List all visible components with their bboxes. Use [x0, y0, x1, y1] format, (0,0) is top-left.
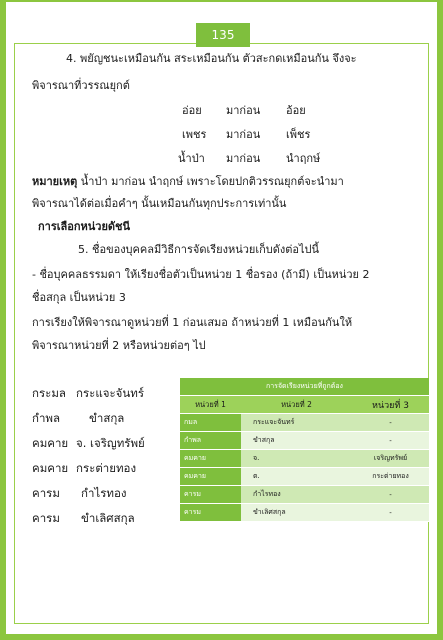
table-cell: -: [352, 486, 429, 504]
table-cell: กมล: [180, 414, 241, 432]
para1-line1: 4. พยัญชนะเหมือนกัน สระเหมือนกัน ตัวสะกดเหมือนกัน จึงจะ: [66, 52, 357, 65]
name-first: คารม: [32, 486, 60, 500]
table-cell: ขำสกุล: [241, 432, 352, 450]
table-cell: คารม: [180, 504, 241, 522]
example-word-b: มาก่อน: [226, 152, 261, 165]
example-word-c: อ้อย: [286, 104, 306, 117]
example-word-b: มาก่อน: [226, 128, 261, 141]
name-rest: กำไรทอง: [81, 486, 127, 500]
example-word-c: นำฤกษ์: [286, 152, 321, 165]
table-header-row: [180, 396, 429, 414]
para1-line2: พิจารณาที่วรรณยุกต์: [32, 79, 130, 92]
table-row: [180, 450, 429, 468]
name-first: คมคาย: [32, 461, 69, 475]
table-cell: คมคาย: [180, 450, 241, 468]
table-cell: -: [352, 414, 429, 432]
table-cell: กำไรทอง: [241, 486, 352, 504]
table-cell: คมคาย: [180, 468, 241, 486]
name-rest: กระต่ายทอง: [76, 461, 137, 475]
table-row: [180, 414, 429, 432]
note-label: หมายเหตุ: [32, 175, 78, 188]
example-row: [0, 149, 443, 165]
name-first: คมคาย: [32, 436, 69, 450]
table-cell: เจริญทรัพย์: [352, 450, 429, 468]
example-row: [0, 125, 443, 141]
example-word-a: เพชร: [182, 128, 207, 141]
column-header: หน่วยที่ 3: [352, 396, 429, 414]
rule-line1: การเรียงให้พิจารณาดูหน่วยที่ 1 ก่อนเสมอ ถ้าหน่วยที่ 1 เหมือนกันให้: [32, 316, 353, 329]
page-number: 135: [196, 23, 250, 47]
column-header: หน่วยที่ 1: [180, 396, 241, 414]
note-text: น้ำป่า มาก่อน นำฤกษ์ เพราะโดยปกติวรรณยุกต์จะนำมา: [80, 175, 344, 188]
name-first: กำพล: [32, 411, 61, 425]
name-rest: ขำเลิศสกุล: [81, 511, 135, 525]
table-cell: กระต่ายทอง: [352, 468, 429, 486]
name-rest: จ. เจริญทรัพย์: [76, 436, 145, 450]
para5: 5. ชื่อของบุคคลมีวิธีการจัดเรียงหน่วยเก็บดังต่อไปนี้: [78, 243, 320, 256]
rule-line2: พิจารณาหน่วยที่ 2 หรือหน่วยต่อๆ ไป: [32, 339, 206, 352]
bullet-line1: - ชื่อบุคคลธรรมดา ให้เรียงชื่อตัวเป็นหน่วย 1 ชื่อรอง (ถ้ามี) เป็นหน่วย 2: [32, 268, 370, 281]
example-word-c: เพ็ชร: [286, 128, 311, 141]
table-title: การจัดเรียงหน่วยที่ถูกต้อง: [180, 378, 429, 396]
table-cell: -: [352, 504, 429, 522]
table-row: [180, 486, 429, 504]
example-word-b: มาก่อน: [226, 104, 261, 117]
example-word-a: น้ำป่า: [178, 152, 205, 165]
name-rest: กระแจะจันทร์: [76, 386, 145, 400]
bullet-line2: ชื่อสกุล เป็นหน่วย 3: [32, 291, 126, 304]
table-cell: คารม: [180, 486, 241, 504]
example-word-a: อ่อย: [182, 104, 202, 117]
table-title-row: [180, 378, 429, 396]
example-row: [0, 101, 443, 117]
table-cell: ขำเลิศสกุล: [241, 504, 352, 522]
note-line2: พิจารณาได้ต่อเมื่อคำๆ นั้นเหมือนกันทุกประการเท่านั้น: [32, 197, 287, 210]
name-first: กระมล: [32, 386, 66, 400]
column-header: หน่วยที่ 2: [241, 396, 352, 414]
table-cell: -: [352, 432, 429, 450]
table-cell: ต.: [241, 468, 352, 486]
table-cell: จ.: [241, 450, 352, 468]
table-cell: กระแจะจันทร์: [241, 414, 352, 432]
section-heading: การเลือกหน่วยดัชนี: [38, 220, 131, 233]
name-first: คารม: [32, 511, 60, 525]
table-row: [180, 468, 429, 486]
name-rest: ขำสกุล: [89, 411, 125, 425]
note-line1: [32, 175, 344, 189]
sorting-table: [180, 378, 429, 522]
table-row: [180, 504, 429, 522]
table-cell: กำพล: [180, 432, 241, 450]
table-row: [180, 432, 429, 450]
